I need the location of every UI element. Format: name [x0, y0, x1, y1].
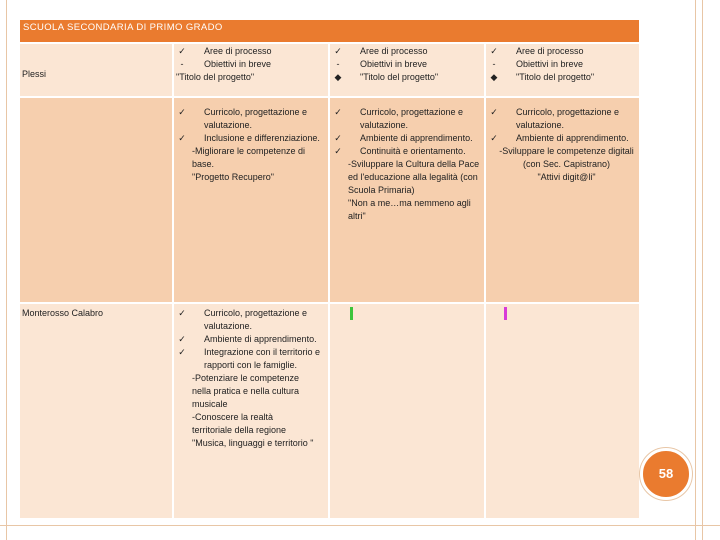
list-item: ✓ Ambiente di apprendimento.	[490, 133, 629, 143]
page-number-badge	[640, 448, 692, 500]
project-table	[20, 20, 639, 518]
list-item: ✓ Inclusione e differenziazione.	[178, 133, 320, 143]
list-item: "Non a me…ma nemmeno agli altri"	[348, 198, 471, 221]
list-item: ✓ Ambiente di apprendimento.	[334, 133, 473, 143]
list-item: "Progetto Recupero"	[192, 172, 274, 182]
list-item: ✓ Curricolo, progettazione e valutazione.	[334, 107, 464, 130]
list-item: - Obiettivi in breve	[492, 59, 584, 69]
list-item: ◆ "Titolo del progetto"	[334, 72, 439, 82]
list-item: ✓ Integrazione con il territorio e rapporti con le famiglie.	[178, 347, 321, 370]
row-label-monterosso: Monterosso Calabro	[20, 304, 172, 518]
col1-mid-cell	[174, 98, 328, 302]
list-item: ✓ Aree di processo	[490, 46, 584, 56]
slide-border-right-inner	[702, 0, 703, 540]
col3-top-cell	[486, 44, 639, 96]
col3-bottom-cell	[486, 304, 639, 518]
slide-border-right	[695, 0, 696, 540]
list-item: -Potenziare le competenze nella pratica e nella cultura musicale	[192, 373, 300, 409]
list-item: ✓ Aree di processo	[334, 46, 428, 56]
col2-top-cell	[330, 44, 484, 96]
col2-bottom-cell	[330, 304, 484, 518]
list-item: (con Sec. Capistrano)	[522, 159, 611, 169]
list-item: "Titolo del progetto"	[176, 72, 255, 82]
page-number: 58	[658, 466, 674, 481]
col1-top-cell	[174, 44, 328, 96]
row-label-plessi: Plessi	[20, 44, 172, 96]
list-item: ✓ Ambiente di apprendimento.	[178, 334, 317, 344]
list-item: ✓ Aree di processo	[178, 46, 272, 56]
list-item: -Sviluppare le competenze digitali	[499, 146, 634, 156]
magenta-marker	[504, 307, 507, 320]
col1-bottom-cell	[174, 304, 328, 518]
list-item: - Obiettivi in breve	[336, 59, 428, 69]
col2-mid-cell	[330, 98, 484, 302]
list-item: ✓ Curricolo, progettazione e valutazione.	[490, 107, 620, 130]
list-item: - Obiettivi in breve	[180, 59, 272, 69]
list-item: "Attivi digit@li"	[537, 172, 596, 182]
slide-border-bottom	[0, 525, 720, 526]
list-item: -Sviluppare la Cultura della Pace ed l'educazione alla legalità (con Scuola Primaria)	[348, 159, 480, 195]
header-title: SCUOLA SECONDARIA DI PRIMO GRADO	[23, 22, 223, 33]
list-item: -Conoscere la realtà territoriale della regione	[192, 412, 287, 435]
list-item: -Migliorare le competenze di base.	[192, 146, 306, 169]
slide-border-left	[6, 0, 7, 540]
list-item: ✓ Curricolo, progettazione e valutazione.	[178, 308, 308, 331]
list-item: "Musica, linguaggi e territorio "	[192, 438, 314, 448]
list-item: ◆ "Titolo del progetto"	[490, 72, 595, 82]
row-label-empty	[20, 98, 172, 302]
table-header	[20, 20, 639, 42]
list-item: ✓ Curricolo, progettazione e valutazione.	[178, 107, 308, 130]
green-marker	[350, 307, 353, 320]
list-item: ✓ Continuità e orientamento.	[334, 146, 466, 156]
col3-mid-cell	[486, 98, 639, 302]
